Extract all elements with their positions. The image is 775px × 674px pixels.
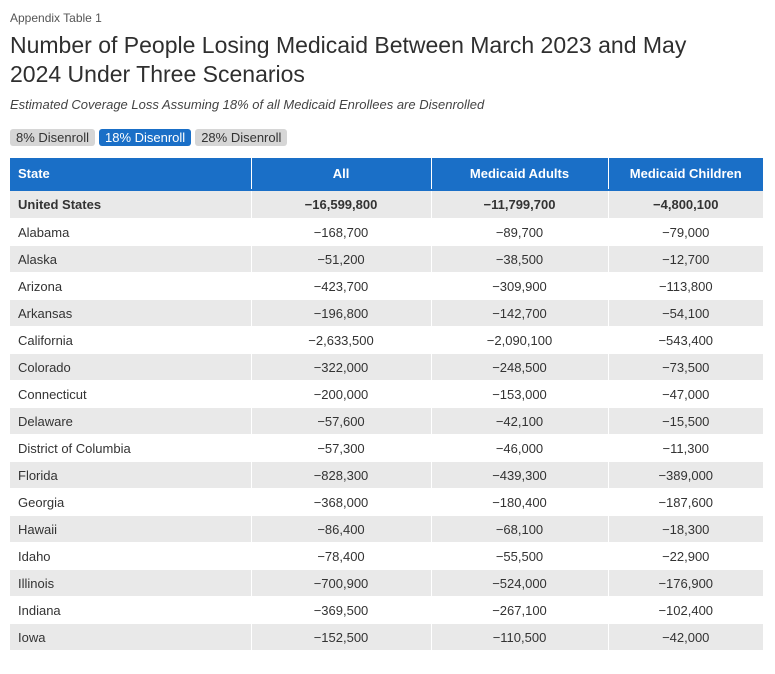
- table-row: [10, 462, 763, 489]
- children-cell: −113,800: [608, 273, 763, 300]
- adults-cell: −110,500: [431, 624, 608, 651]
- column-header-all[interactable]: All: [251, 158, 431, 190]
- children-cell: −12,700: [608, 246, 763, 273]
- state-cell: Arkansas: [10, 300, 251, 327]
- table-row: [10, 354, 763, 381]
- table-row: [10, 435, 763, 462]
- adults-cell: −439,300: [431, 462, 608, 489]
- all-cell: −196,800: [251, 300, 431, 327]
- table-body: [10, 190, 763, 651]
- state-cell: Indiana: [10, 597, 251, 624]
- adults-cell: −68,100: [431, 516, 608, 543]
- children-cell: −4,800,100: [608, 190, 763, 219]
- adults-cell: −142,700: [431, 300, 608, 327]
- appendix-label: Appendix Table 1: [10, 11, 102, 25]
- all-cell: −152,500: [251, 624, 431, 651]
- all-cell: −2,633,500: [251, 327, 431, 354]
- adults-cell: −309,900: [431, 273, 608, 300]
- table-row: [10, 597, 763, 624]
- column-header-state[interactable]: State: [10, 158, 251, 190]
- state-cell: Florida: [10, 462, 251, 489]
- adults-cell: −180,400: [431, 489, 608, 516]
- table-row: [10, 219, 763, 246]
- table-row: [10, 381, 763, 408]
- column-header-medicaid-children[interactable]: Medicaid Children: [608, 158, 763, 190]
- all-cell: −57,600: [251, 408, 431, 435]
- tab-28-disenroll[interactable]: 28% Disenroll: [195, 129, 287, 146]
- adults-cell: −2,090,100: [431, 327, 608, 354]
- children-cell: −176,900: [608, 570, 763, 597]
- state-cell: Colorado: [10, 354, 251, 381]
- all-cell: −57,300: [251, 435, 431, 462]
- table-row: [10, 543, 763, 570]
- page-title: Number of People Losing Medicaid Between March 2023 and May 2024 Under Three Scenarios: [10, 32, 687, 87]
- table-row-total: [10, 190, 763, 219]
- all-cell: −200,000: [251, 381, 431, 408]
- adults-cell: −55,500: [431, 543, 608, 570]
- children-cell: −73,500: [608, 354, 763, 381]
- state-cell: United States: [10, 190, 251, 219]
- children-cell: −22,900: [608, 543, 763, 570]
- children-cell: −54,100: [608, 300, 763, 327]
- state-cell: Alabama: [10, 219, 251, 246]
- table-row: [10, 624, 763, 651]
- children-cell: −11,300: [608, 435, 763, 462]
- table-row: [10, 516, 763, 543]
- table-row: [10, 273, 763, 300]
- state-cell: Alaska: [10, 246, 251, 273]
- state-cell: Connecticut: [10, 381, 251, 408]
- table-row: [10, 489, 763, 516]
- state-cell: Illinois: [10, 570, 251, 597]
- adults-cell: −267,100: [431, 597, 608, 624]
- adults-cell: −248,500: [431, 354, 608, 381]
- state-cell: District of Columbia: [10, 435, 251, 462]
- children-cell: −543,400: [608, 327, 763, 354]
- state-cell: Delaware: [10, 408, 251, 435]
- all-cell: −78,400: [251, 543, 431, 570]
- table-header-row: [10, 158, 763, 190]
- children-cell: −187,600: [608, 489, 763, 516]
- state-cell: Hawaii: [10, 516, 251, 543]
- state-cell: Georgia: [10, 489, 251, 516]
- tab-8-disenroll[interactable]: 8% Disenroll: [10, 129, 95, 146]
- all-cell: −168,700: [251, 219, 431, 246]
- adults-cell: −11,799,700: [431, 190, 608, 219]
- state-cell: California: [10, 327, 251, 354]
- table-row: [10, 408, 763, 435]
- all-cell: −16,599,800: [251, 190, 431, 219]
- medicaid-loss-table: [10, 158, 763, 651]
- table-row: [10, 246, 763, 273]
- all-cell: −322,000: [251, 354, 431, 381]
- children-cell: −18,300: [608, 516, 763, 543]
- table-row: [10, 570, 763, 597]
- state-cell: Iowa: [10, 624, 251, 651]
- children-cell: −79,000: [608, 219, 763, 246]
- all-cell: −828,300: [251, 462, 431, 489]
- adults-cell: −89,700: [431, 219, 608, 246]
- column-header-medicaid-adults[interactable]: Medicaid Adults: [431, 158, 608, 190]
- adults-cell: −153,000: [431, 381, 608, 408]
- all-cell: −700,900: [251, 570, 431, 597]
- children-cell: −47,000: [608, 381, 763, 408]
- scenario-tabs: [10, 129, 765, 146]
- adults-cell: −524,000: [431, 570, 608, 597]
- all-cell: −423,700: [251, 273, 431, 300]
- children-cell: −42,000: [608, 624, 763, 651]
- all-cell: −369,500: [251, 597, 431, 624]
- all-cell: −51,200: [251, 246, 431, 273]
- table-row: [10, 327, 763, 354]
- state-cell: Arizona: [10, 273, 251, 300]
- all-cell: −86,400: [251, 516, 431, 543]
- children-cell: −15,500: [608, 408, 763, 435]
- children-cell: −102,400: [608, 597, 763, 624]
- all-cell: −368,000: [251, 489, 431, 516]
- table-row: [10, 300, 763, 327]
- tab-18-disenroll[interactable]: 18% Disenroll: [99, 129, 191, 146]
- adults-cell: −46,000: [431, 435, 608, 462]
- state-cell: Idaho: [10, 543, 251, 570]
- adults-cell: −38,500: [431, 246, 608, 273]
- adults-cell: −42,100: [431, 408, 608, 435]
- subtitle: Estimated Coverage Loss Assuming 18% of all Medicaid Enrollees are Disenrolled: [10, 97, 485, 112]
- children-cell: −389,000: [608, 462, 763, 489]
